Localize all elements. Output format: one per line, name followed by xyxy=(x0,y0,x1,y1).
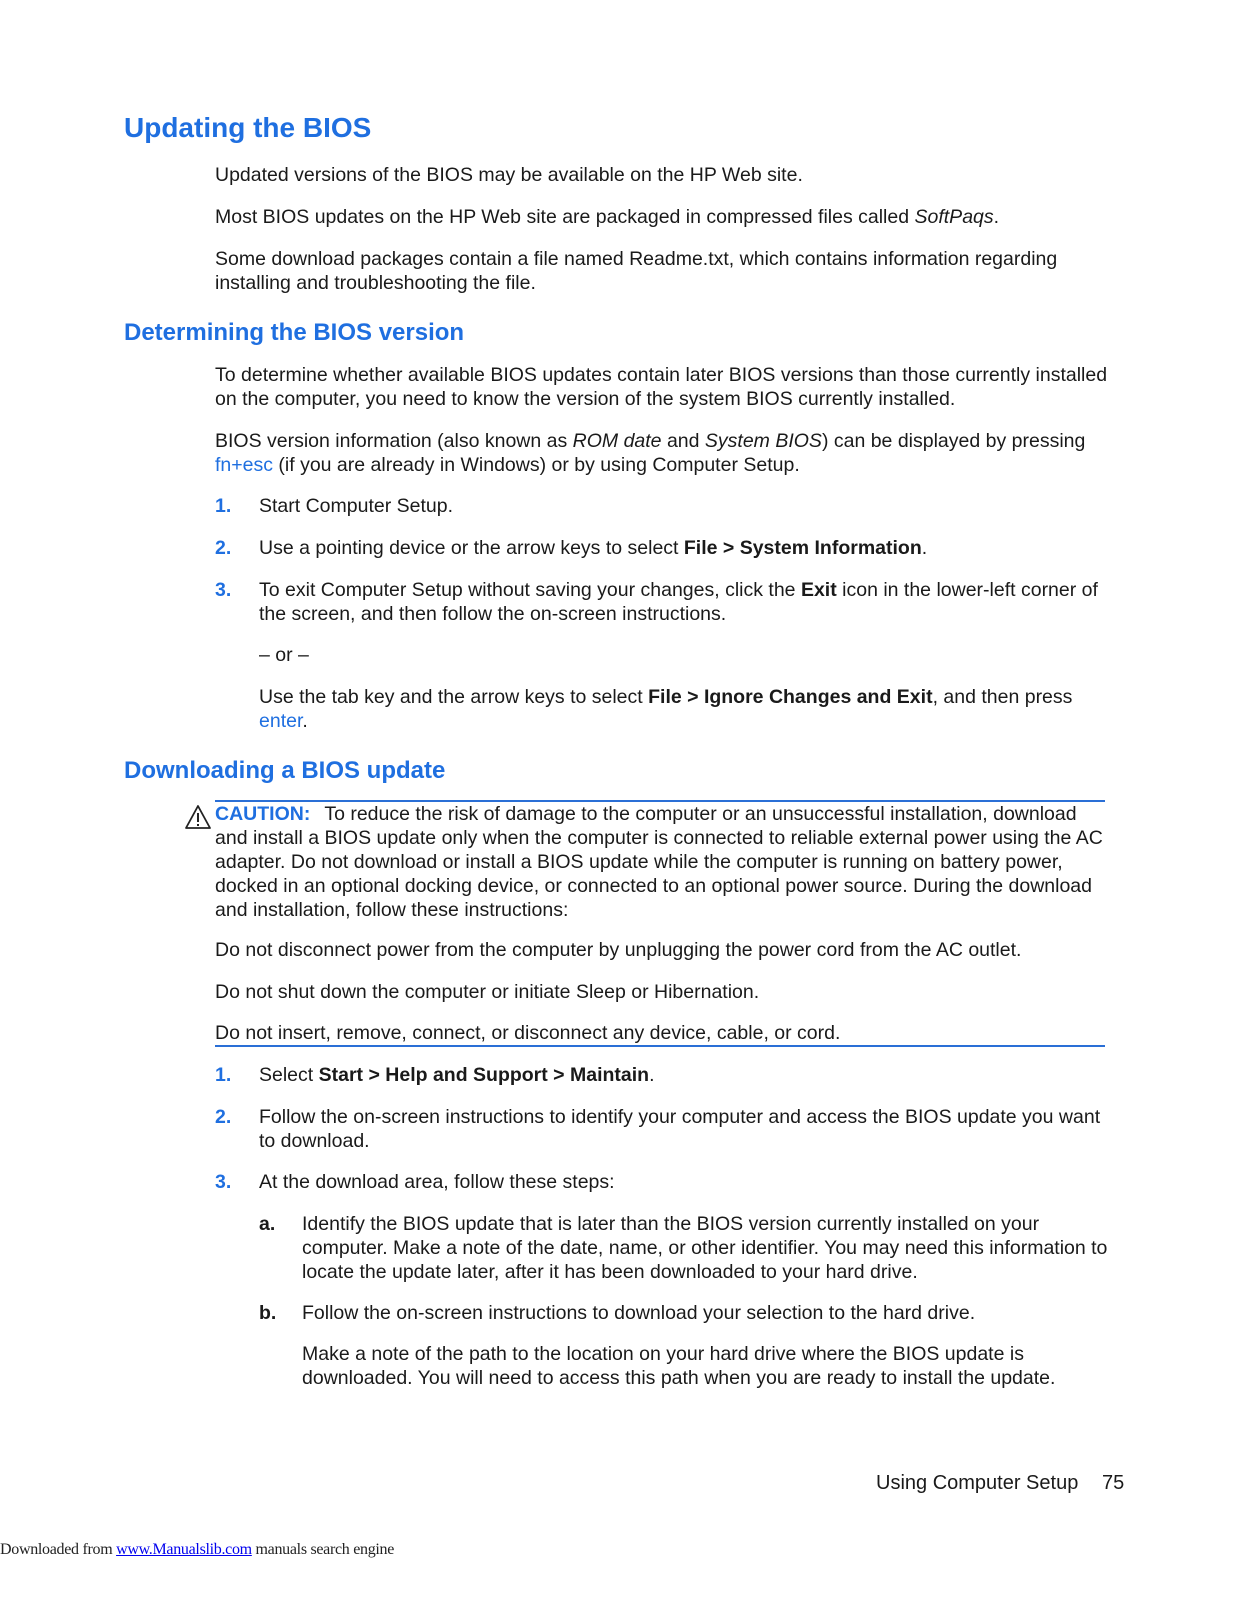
caution-instruction-3: Do not insert, remove, connect, or disconnect any device, cable, or cord. xyxy=(215,1022,841,1044)
section-heading-download: Downloading a BIOS update xyxy=(124,757,446,784)
download-substep-b: Follow the on-screen instructions to download your selection to the hard drive. xyxy=(302,1302,976,1324)
enter-key: enter xyxy=(259,710,303,732)
caution-label: CAUTION: xyxy=(215,803,311,825)
download-substep-a: Identify the BIOS update that is later than the BIOS version currently installed on your computer. Make a note of the date, name, or other identifier. You may need this information to locate the update later, after it has been downloaded to your hard drive. xyxy=(302,1213,1108,1283)
step-number: 2. xyxy=(215,537,232,559)
caution-instruction-2: Do not shut down the computer or initiate Sleep or Hibernation. xyxy=(215,981,760,1003)
intro-paragraph-2: Most BIOS updates on the HP Web site are packaged in compressed files called SoftPaqs. xyxy=(215,206,1000,228)
fn-esc-key: fn+esc xyxy=(215,454,273,476)
version-paragraph-2: BIOS version information (also known as ROM date and System BIOS) can be displayed by pressing fn+esc (if you are already in Windows) or by using Computer Setup. xyxy=(215,430,1086,476)
warning-triangle-icon xyxy=(184,804,212,835)
version-alternative: Use the tab key and the arrow keys to select File > Ignore Changes and Exit, and then press enter. xyxy=(259,686,1073,732)
step-number: 3. xyxy=(215,579,232,601)
or-separator: – or – xyxy=(259,644,309,666)
substep-label: a. xyxy=(259,1213,276,1235)
intro-paragraph-1: Updated versions of the BIOS may be available on the HP Web site. xyxy=(215,164,803,186)
download-step-3: At the download area, follow these steps: xyxy=(259,1171,615,1193)
caution-bottom-rule xyxy=(215,1045,1105,1047)
caution-instruction-1: Do not disconnect power from the computer by unplugging the power cord from the AC outlet. xyxy=(215,939,1022,961)
page-number: 75 xyxy=(1102,1472,1125,1494)
intro-paragraph-3: Some download packages contain a file named Readme.txt, which contains information regarding installing and troubleshooting the file. xyxy=(215,248,1058,294)
download-path-note: Make a note of the path to the location on your hard drive where the BIOS update is downloaded. You will need to access this path when you are ready to install the update. xyxy=(302,1343,1056,1389)
version-step-2: Use a pointing device or the arrow keys to select File > System Information. xyxy=(259,537,928,559)
caution-text: CAUTION: To reduce the risk of damage to the computer or an unsuccessful installation, download and install a BIOS update only when the computer is connected to reliable external power using the AC adapter. Do not download or install a BIOS update while the computer is running on battery power, docked in an optional docking device, or connected to an optional power source. During the download and installation, follow these instructions: xyxy=(215,803,1103,921)
page-title: Updating the BIOS xyxy=(124,112,372,143)
footer-section-title: Using Computer Setup xyxy=(876,1472,1079,1494)
step-number: 1. xyxy=(215,1064,232,1086)
manualslib-link[interactable]: www.Manualslib.com xyxy=(116,1541,252,1558)
section-heading-version: Determining the BIOS version xyxy=(124,319,465,346)
download-step-2: Follow the on-screen instructions to identify your computer and access the BIOS update you want to download. xyxy=(259,1106,1101,1152)
version-paragraph-1: To determine whether available BIOS updates contain later BIOS versions than those currently installed on the computer, you need to know the version of the system BIOS currently installed. xyxy=(215,364,1108,410)
substep-label: b. xyxy=(259,1302,277,1324)
download-watermark: Downloaded from www.Manualslib.com manuals search engine xyxy=(0,1541,395,1558)
version-step-3: To exit Computer Setup without saving your changes, click the Exit icon in the lower-left corner of the screen, and then follow the on-screen instructions. xyxy=(259,579,1098,625)
step-number: 2. xyxy=(215,1106,232,1128)
softpaqs-term: SoftPaqs xyxy=(914,206,994,228)
version-step-1: Start Computer Setup. xyxy=(259,495,454,517)
step-number: 3. xyxy=(215,1171,232,1193)
step-number: 1. xyxy=(215,495,232,517)
download-step-1: Select Start > Help and Support > Maintain. xyxy=(259,1064,655,1086)
